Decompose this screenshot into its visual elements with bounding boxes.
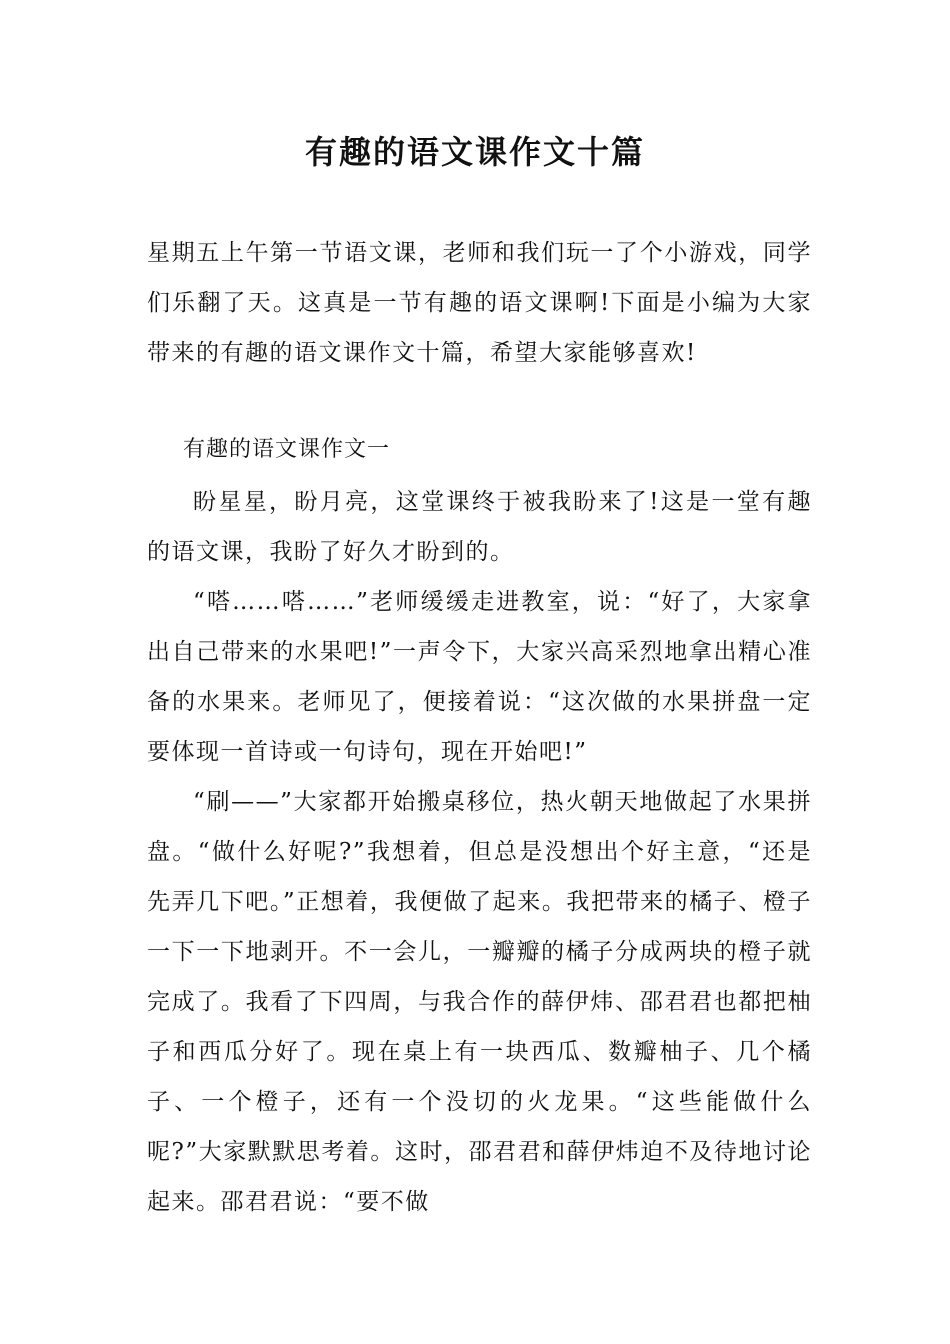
intro-paragraph: 星期五上午第一节语文课，老师和我们玩一了个小游戏，同学们乐翻了天。这真是一节有趣的语文课啊!下面是小编为大家带来的有趣的语文课作文十篇，希望大家能够喜欢!	[147, 240, 812, 366]
paragraph: 盼星星，盼月亮，这堂课终于被我盼来了!这是一堂有趣的语文课，我盼了好久才盼到的。	[147, 489, 812, 565]
page-title: 有趣的语文课作文十篇	[304, 133, 645, 171]
section-heading: 有趣的语文课作文一	[183, 437, 391, 462]
paragraph: “刷——”大家都开始搬桌移位，热火朝天地做起了水果拼盘。“做什么好呢?”我想着，但总是没想出个好主意，“还是先弄几下吧。”正想着，我便做了起来。我把带来的橘子、橙子一下一下地剥开。不一会儿，一瓣瓣的橘子分成两块的橙子就完成了。我看了下四周，与我合作的薛伊炜、邵君君也都把柚子和西瓜分好了。现在桌上有一块西瓜、数瓣柚子、几个橘子、一个橙子，还有一个没切的火龙果。“这些能做什么呢?”大家默默思考着。这时，邵君君和薛伊炜迫不及待地讨论起来。邵君君说：“要不做	[147, 789, 812, 1215]
essay-body	[147, 477, 812, 1227]
paragraph: “嗒……嗒……”老师缓缓走进教室，说：“好了，大家拿出自己带来的水果吧!”一声令下，大家兴高采烈地拿出精心准备的水果来。老师见了，便接着说：“这次做的水果拼盘一定要体现一首诗或一句诗句，现在开始吧!”	[147, 589, 812, 765]
